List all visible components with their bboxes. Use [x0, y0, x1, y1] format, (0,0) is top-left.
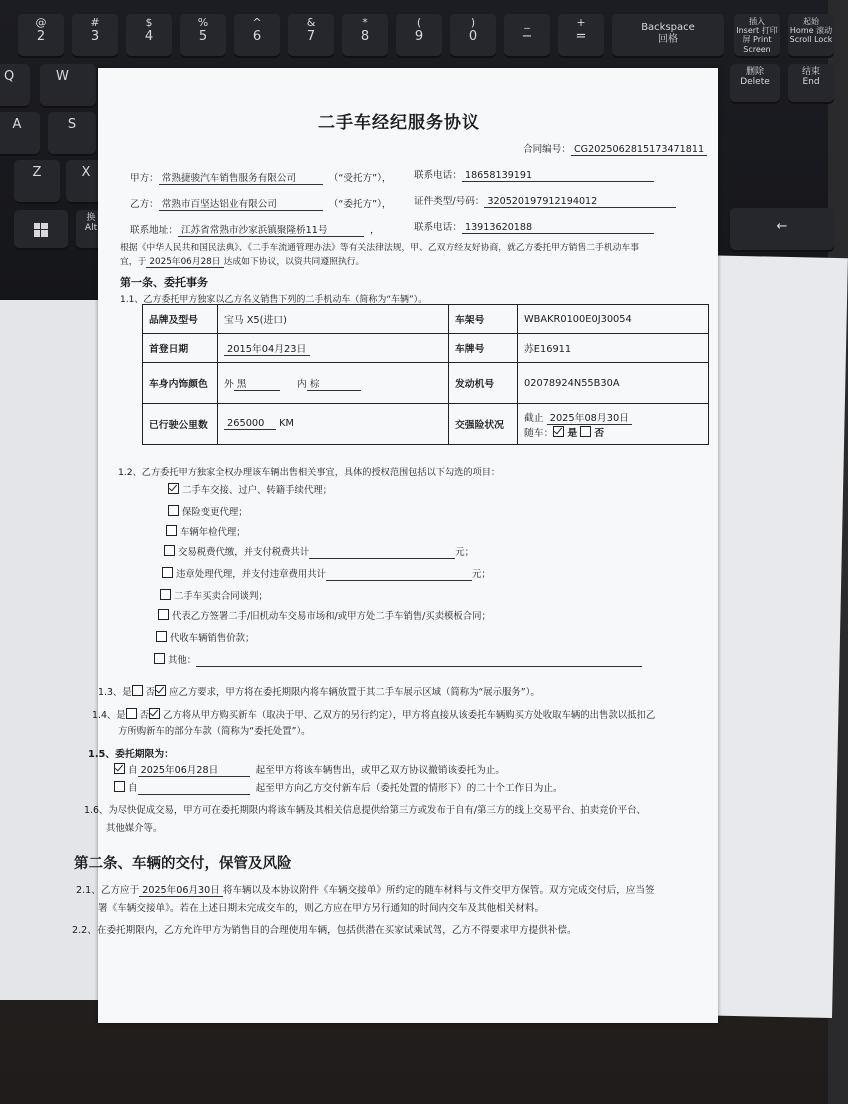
key-6[interactable]: [234, 14, 280, 58]
option-blank[interactable]: [196, 655, 642, 667]
clause-2-1: [76, 882, 655, 897]
vehicle-info-table: [142, 304, 709, 445]
key-left-arrow[interactable]: [730, 208, 834, 252]
mileage-label: 已行驶公里数: [143, 404, 218, 445]
key-label: 插入: [749, 17, 765, 26]
option-label: 二手车买卖合同谈判；: [174, 591, 268, 602]
windows-icon: [34, 223, 48, 237]
party-b-label: 乙方：: [130, 199, 159, 210]
preamble-text: 达成如下协议，以资共同遵照执行。: [223, 257, 365, 267]
option-checkbox[interactable]: [166, 525, 177, 536]
option-blank[interactable]: [326, 569, 472, 581]
key-label: W: [56, 69, 69, 84]
clause-text: 乙方将从甲方购买新车（取决于甲、乙双方的另行约定），甲方将直接从该委托车辆购买方处收取车辆的出售款以抵扣乙: [163, 710, 656, 721]
key-label: 5: [198, 28, 208, 44]
key-minus[interactable]: [504, 14, 550, 58]
key-label: A: [12, 117, 22, 132]
term-option-2-checkbox[interactable]: [114, 781, 125, 792]
with-car-label: 随车：: [524, 427, 554, 439]
option-checkbox[interactable]: [168, 483, 179, 494]
key-label: 0: [468, 28, 478, 44]
term-start-date: 2025年06月28日: [138, 762, 250, 777]
key-5[interactable]: [180, 14, 226, 58]
party-a-row: [130, 170, 391, 185]
key-label: %: [197, 16, 209, 29]
insurance-label: 交强险状况: [449, 404, 518, 445]
option-checkbox[interactable]: [162, 567, 173, 578]
article-2-title: 第二条、车辆的交付，保管及风险: [74, 856, 292, 872]
insurance-until-label: 截止: [524, 412, 544, 424]
option-suffix: 元；: [455, 547, 475, 558]
clause-text: 起至甲方将该车辆售出，或甲乙双方协议撤销该委托为止。: [255, 765, 506, 776]
party-b-id-row: [414, 193, 676, 208]
key-label: @: [35, 16, 47, 29]
clause-1-5: 1.5、委托期限为：: [88, 749, 174, 760]
mileage-unit: KM: [279, 418, 295, 429]
key-label: 结束: [801, 67, 820, 77]
key-label: _: [524, 16, 530, 29]
address-label: 联系地址：: [130, 225, 178, 236]
option-label: 二手车交接、过户、转籍手续代理；: [182, 485, 333, 496]
key-w[interactable]: [40, 64, 96, 108]
key-label: 2: [36, 28, 46, 44]
clause-text: 自: [128, 765, 138, 776]
preamble-text: 宜，于: [120, 257, 147, 267]
authorization-option: [160, 588, 268, 602]
key-label: 换: [86, 213, 96, 223]
key-label: −: [521, 28, 533, 44]
key-label: 删除: [745, 67, 764, 77]
key-s[interactable]: [48, 112, 96, 156]
key-label: ←: [776, 219, 788, 234]
option-suffix: 元；: [472, 569, 491, 580]
key-q[interactable]: [0, 64, 30, 108]
key-end[interactable]: [788, 64, 834, 104]
party-b-role: （“委托方”），: [328, 199, 392, 210]
registration-date-label: 首登日期: [143, 334, 218, 363]
vin-label: 车架号: [449, 305, 518, 334]
option-label: 其他：: [168, 655, 197, 666]
clause-text: 2.1、乙方应于: [76, 885, 140, 896]
clause-text: 1.4、是: [92, 710, 126, 721]
engine-value: 02078924N55B30A: [518, 363, 709, 404]
key-a[interactable]: [0, 112, 40, 156]
party-a-phone: 18658139191: [462, 170, 654, 182]
interior-color: 棕: [307, 376, 361, 391]
key-label: ^: [252, 16, 262, 29]
key-insert[interactable]: [734, 14, 780, 58]
key-2[interactable]: [18, 14, 64, 58]
option-label: 车辆年检代理；: [180, 527, 246, 538]
clause-1-6-cont: 其他媒介等。: [106, 823, 163, 834]
authorization-option: [168, 504, 248, 518]
plate-value: 苏E16911: [518, 334, 709, 363]
clause-text: 应乙方要求，甲方将在委托期限内将车辆放置于其二手车展示区域（简称为“展示服务”）。: [169, 687, 540, 698]
clause-text: 1.3、是: [98, 687, 132, 698]
article-1-title: 第一条、委托事务: [120, 276, 208, 289]
party-a-label: 甲方：: [130, 173, 159, 184]
interior-prefix: 内: [296, 378, 307, 390]
preamble-date: 2025年06月28日: [146, 254, 223, 268]
key-0[interactable]: [450, 14, 496, 58]
key-label: *: [362, 16, 368, 29]
key-label: (: [416, 16, 422, 29]
clause-1-4-no-checkbox[interactable]: [149, 708, 160, 719]
no-label: 否: [594, 427, 605, 439]
clause-1-4: [92, 707, 655, 721]
authorization-option: [164, 544, 474, 559]
key-label: 回格: [658, 33, 678, 45]
option-checkbox[interactable]: [154, 653, 165, 664]
authorization-option: [166, 524, 246, 538]
preamble-line-1: 根据《中华人民共和国民法典》、《二手车流通管理办法》等有关法律法规，甲、乙双方经友好协商，就乙方委托甲方销售二手机动车事: [120, 243, 640, 253]
key-3[interactable]: [72, 14, 118, 58]
party-b-address-row: [130, 222, 380, 237]
authorization-option: [168, 482, 332, 496]
clause-1-3: [98, 684, 540, 698]
vin-value: WBAKR0100E0J30054: [518, 305, 709, 334]
clause-1-1: 1.1、乙方委托甲方独家以乙方名义销售下列的二手机动车（简称为“车辆”）。: [120, 295, 428, 305]
engine-label: 发动机号: [449, 363, 518, 404]
clause-text: 否: [145, 687, 156, 698]
option-label: 违章处理代理，并支付违章费用共计: [176, 569, 327, 580]
insurance-cell: [518, 404, 709, 445]
option-checkbox[interactable]: [156, 631, 167, 642]
key-delete[interactable]: [730, 64, 780, 104]
contract-number: CG2025062815173471811: [571, 144, 707, 156]
key-label: S: [67, 117, 77, 132]
key-label: End: [802, 77, 820, 88]
term-option-1: [114, 762, 505, 777]
key-z[interactable]: [14, 160, 60, 204]
key-7[interactable]: [288, 14, 334, 58]
option-checkbox[interactable]: [160, 589, 171, 600]
key-label: 起始: [803, 17, 819, 26]
phone-label: 联系电话：: [414, 170, 462, 181]
clause-1-3-no-checkbox[interactable]: [155, 685, 166, 696]
yes-label: 是: [567, 427, 578, 439]
color-cell: [218, 363, 449, 404]
key-4[interactable]: [126, 14, 172, 58]
document-title: 二手车经纪服务协议: [318, 113, 480, 133]
color-label: 车身内饰颜色: [143, 363, 218, 404]
key-label: Delete: [740, 77, 770, 88]
clause-text: 将车辆以及本协议附件《车辆交接单》所约定的随车材料与文件交甲方保管。双方完成交付后，应当签: [222, 885, 655, 896]
delivery-date: 2025年06月30日: [139, 882, 223, 897]
key-label: 4: [144, 28, 154, 44]
id-label: 证件类型/号码：: [414, 196, 485, 207]
key-label: Backspace: [641, 22, 695, 33]
key-label: 7: [306, 28, 316, 44]
party-b-address: 江苏省常熟市沙家浜镇聚隆桥11号: [178, 222, 364, 237]
option-label: 保险变更代理；: [182, 507, 248, 518]
contract-number-row: [523, 141, 707, 156]
no-checkbox[interactable]: [580, 426, 591, 437]
party-a-role: （“受托方”），: [328, 173, 392, 184]
exterior-prefix: 外: [224, 378, 234, 390]
key-equals[interactable]: [558, 14, 604, 58]
term-alt-date: [138, 783, 250, 795]
term-option-1-checkbox[interactable]: [114, 763, 125, 774]
clause-text: 起至甲方向乙方交付新车后（委托处置的情形下）的二十个工作日为止。: [255, 783, 563, 794]
key-label: #: [90, 16, 100, 29]
option-checkbox[interactable]: [164, 545, 175, 556]
party-b-id: 320520197912194012: [484, 196, 676, 208]
clause-2-2: 2.2、在委托期限内，乙方允许甲方为销售目的合理使用车辆，包括供潜在买家试乘试驾，乙方不得要求甲方提供补偿。: [72, 925, 577, 936]
key-label: &: [306, 16, 316, 29]
yes-checkbox[interactable]: [553, 426, 564, 437]
registration-date: 2015年04月23日: [224, 341, 310, 356]
key-backspace[interactable]: [612, 14, 724, 58]
key-label: +: [576, 16, 586, 29]
key-9[interactable]: [396, 14, 442, 58]
key-label: $: [145, 16, 153, 29]
party-b-phone: 13913620188: [462, 222, 654, 234]
key-label: 6: [252, 28, 262, 44]
option-checkbox[interactable]: [168, 505, 179, 516]
authorization-option: [162, 566, 491, 581]
address-comma: ，: [369, 225, 380, 236]
preamble-line-2: [120, 254, 364, 268]
insurance-until: 2025年08月30日: [547, 410, 632, 425]
plate-label: 车牌号: [449, 334, 518, 363]
clause-1-3-yes-checkbox[interactable]: [132, 685, 143, 696]
option-label: 交易税费代缴，并支付税费共计: [178, 547, 310, 558]
key-label: Alt: [84, 223, 98, 234]
key-label: ): [470, 16, 476, 29]
key-label: Home 滚动 Scroll Lock: [789, 26, 833, 45]
party-b-row: [130, 196, 391, 211]
authorization-option: [158, 608, 491, 622]
clause-1-2: 1.2、乙方委托甲方独家全权办理该车辆出售相关事宜，具体的授权范围包括以下勾选的项目：: [118, 467, 501, 478]
key-8[interactable]: [342, 14, 388, 58]
term-option-2: [114, 780, 563, 795]
key-windows[interactable]: [14, 210, 68, 250]
phone-label-2: 联系电话：: [414, 222, 462, 233]
party-b-name: 常熟市百坚达铝业有限公司: [159, 196, 323, 211]
option-label: 代收车辆销售价款；: [170, 633, 255, 644]
option-label: 代表乙方签署二手/旧机动车交易市场和/或甲方处二手车销售/买卖模板合同；: [172, 611, 491, 622]
option-blank[interactable]: [309, 547, 455, 559]
key-label: 8: [360, 28, 370, 44]
exterior-color: 黑: [234, 376, 280, 391]
brand-value: 宝马 X5(进口): [218, 305, 449, 334]
key-home[interactable]: [788, 14, 834, 58]
key-label: Q: [4, 69, 15, 84]
clause-1-4-cont: 方所购新车的部分车款（简称为“委托处置”）。: [118, 726, 311, 737]
mileage-cell: [218, 404, 449, 445]
key-label: Insert 打印屏 Print Screen: [736, 26, 778, 54]
party-b-phone-row: [414, 219, 654, 234]
key-label: 3: [90, 28, 100, 44]
authorization-option: [154, 652, 642, 667]
contract-number-label: 合同编号：: [523, 144, 571, 155]
clause-1-4-yes-checkbox[interactable]: [126, 708, 137, 719]
authorization-option: [156, 630, 254, 644]
clause-1-6: 1.6、为尽快促成交易，甲方可在委托期限内将该车辆及其相关信息提供给第三方或发布于自有/第三方的线上交易平台、拍卖竞价平台、: [84, 805, 646, 816]
key-label: Z: [32, 165, 42, 180]
key-label: 9: [414, 28, 424, 44]
party-a-phone-row: [414, 167, 654, 182]
clause-text: 否: [139, 710, 150, 721]
clause-2-1-cont: 署《车辆交接单》。若在上述日期未完成交车的，则乙方应在甲方另行通知的时间内交车及其他相关材料。: [98, 903, 545, 914]
key-label: X: [81, 165, 91, 180]
clause-text: 自: [128, 783, 138, 794]
key-label: =: [575, 28, 587, 44]
party-a-name: 常熟捷骏汽车销售服务有限公司: [159, 170, 323, 185]
option-checkbox[interactable]: [158, 609, 169, 620]
mileage-value: 265000: [224, 418, 276, 430]
registration-date-cell: [218, 334, 449, 363]
brand-label: 品牌及型号: [143, 305, 218, 334]
